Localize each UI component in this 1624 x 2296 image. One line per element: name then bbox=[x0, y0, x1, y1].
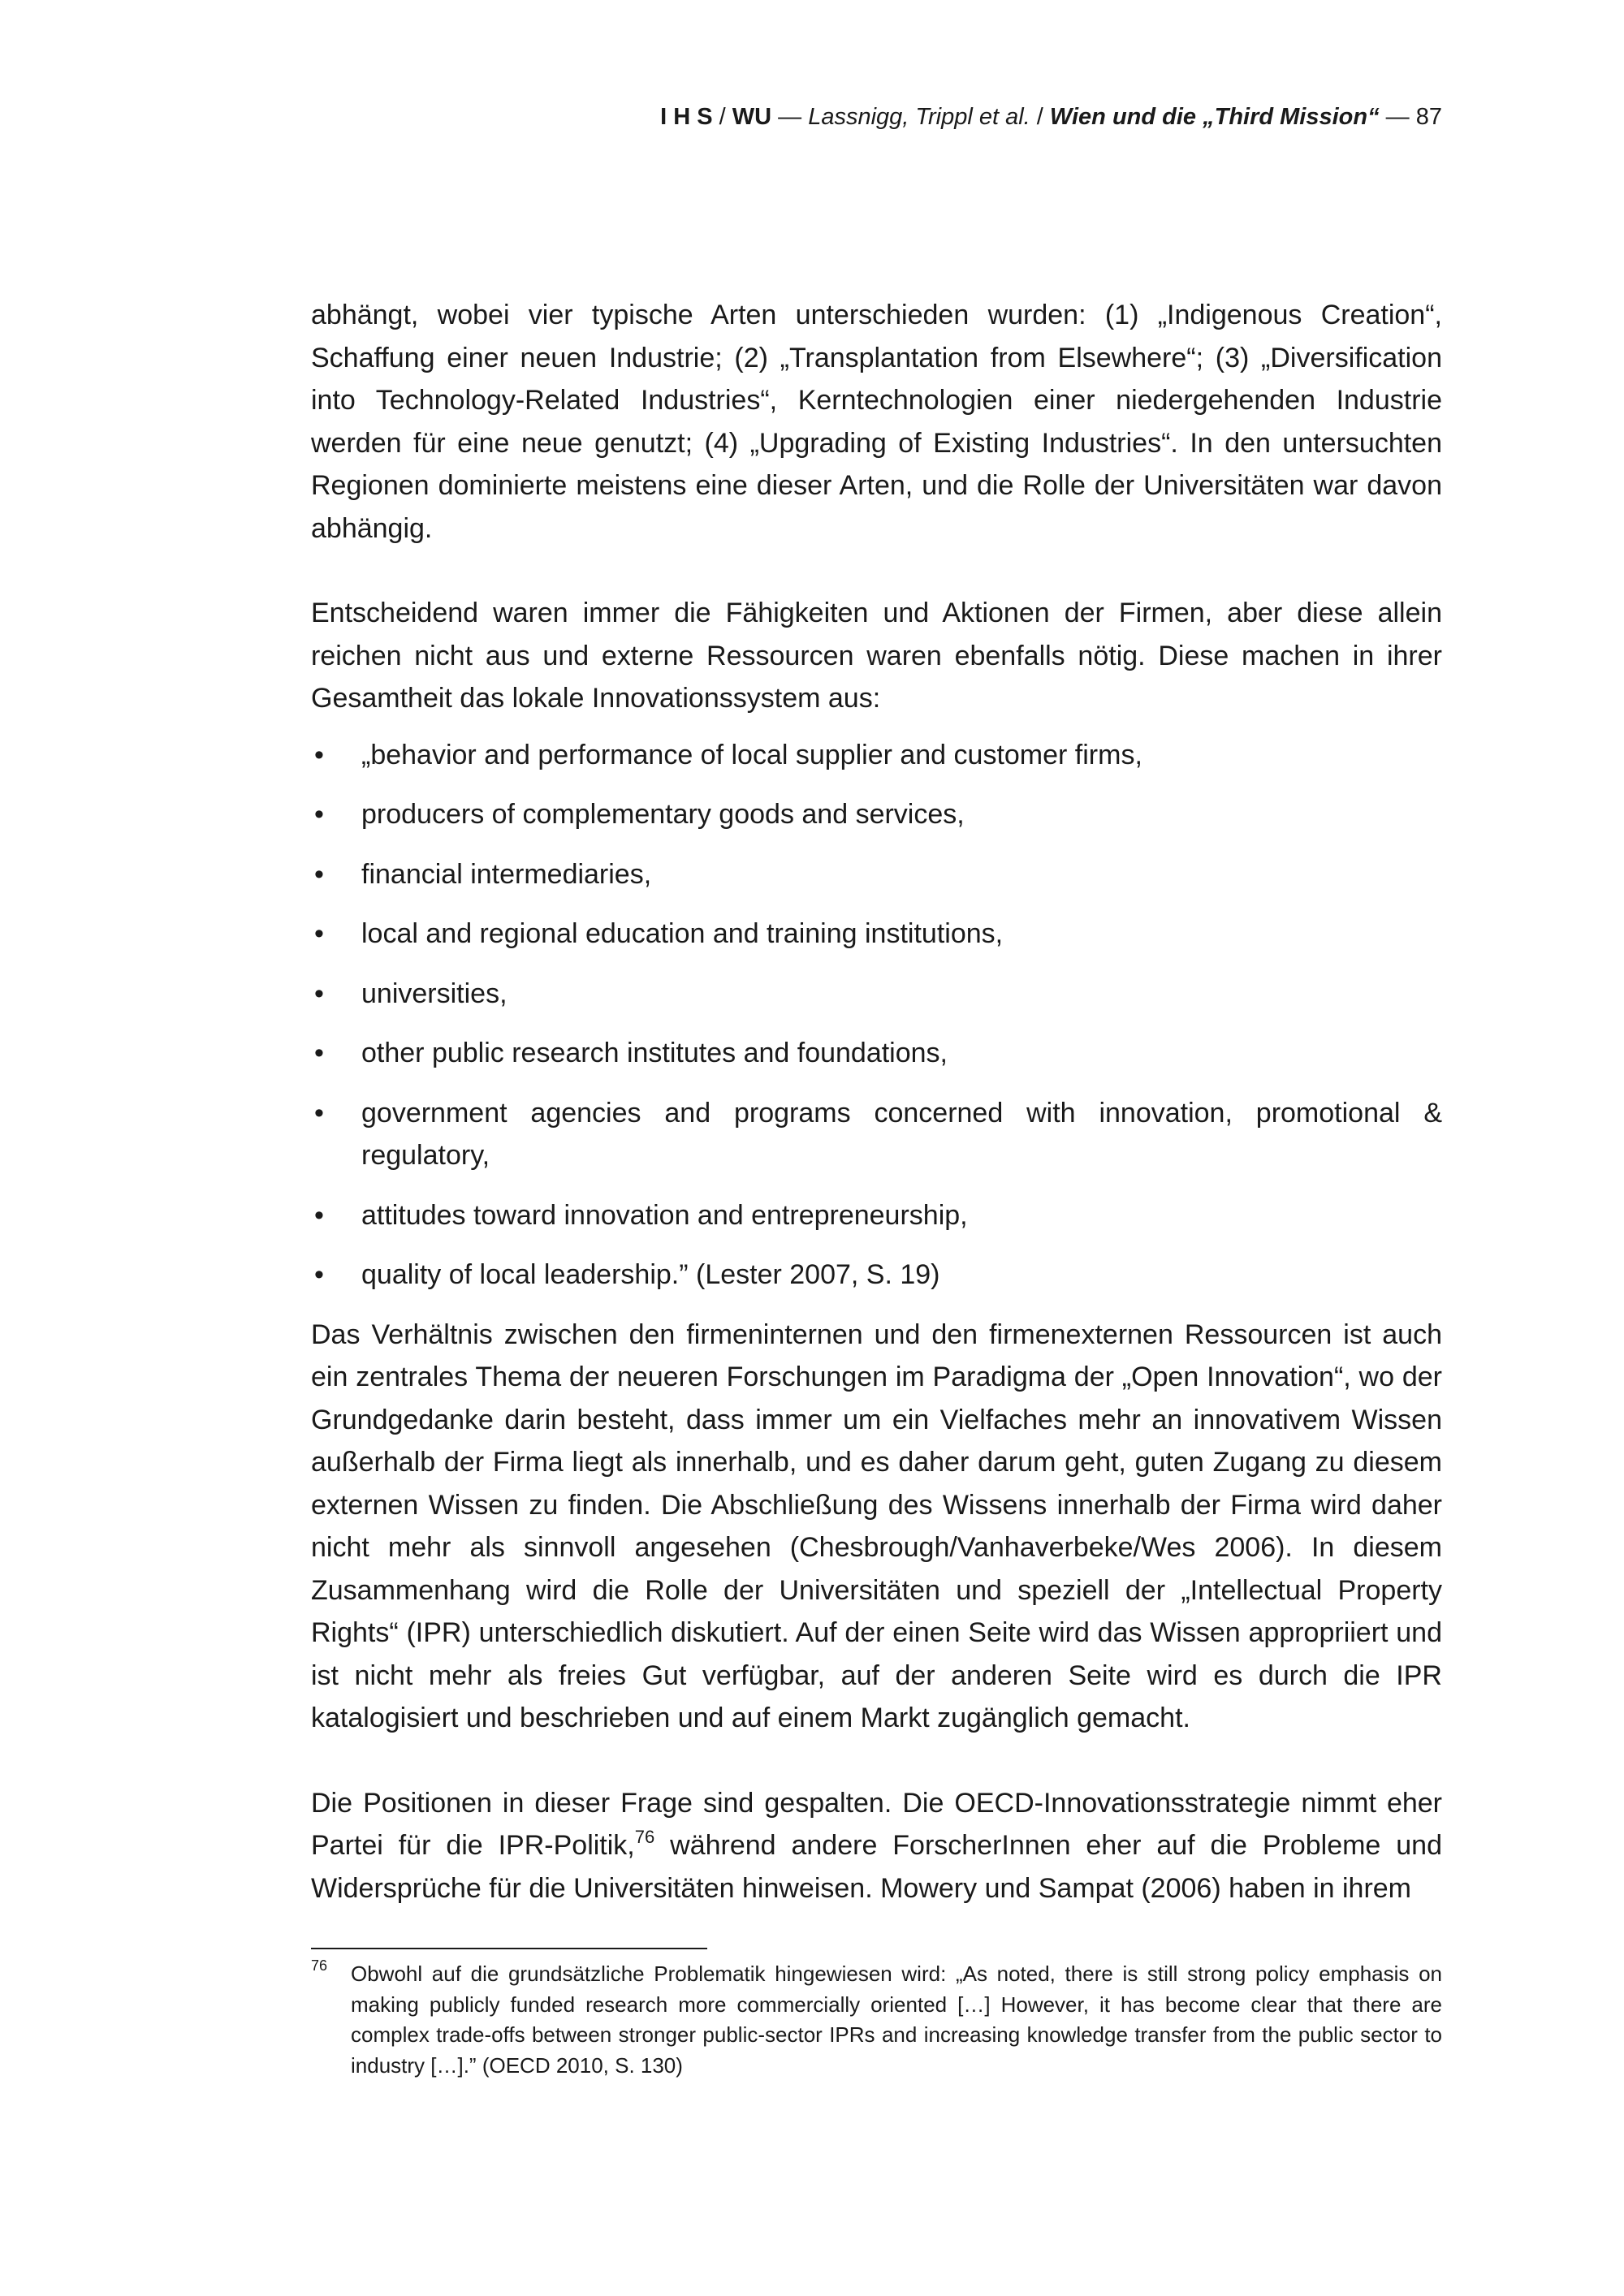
footnote-reference[interactable]: 76 bbox=[634, 1827, 655, 1847]
list-item-text: local and regional education and training institutions, bbox=[361, 918, 1004, 949]
footnote-number: 76 bbox=[311, 1957, 328, 1974]
header-partner: WU bbox=[732, 104, 772, 130]
header-title: Wien und die „Third Mission“ bbox=[1049, 104, 1380, 130]
list-item bbox=[311, 973, 1442, 1016]
paragraph-2: Entscheidend waren immer die Fähigkeiten und Aktionen der Firmen, aber diese allein reichen nicht aus und externe Ressourcen waren ebenfalls nötig. Diese machen in ihrer Gesamtheit das lokale Innovationssystem aus: bbox=[311, 598, 1442, 714]
bullet-icon: • bbox=[314, 918, 324, 949]
main-text bbox=[311, 294, 1442, 1910]
bullet-icon: • bbox=[314, 1097, 324, 1129]
list-item bbox=[311, 1032, 1442, 1075]
header-separator-2: / bbox=[1030, 104, 1050, 130]
list-item bbox=[311, 734, 1442, 777]
list-item bbox=[311, 1092, 1442, 1177]
header-institution: I H S bbox=[660, 104, 713, 130]
bullet-icon: • bbox=[314, 858, 324, 890]
running-header bbox=[309, 102, 1442, 132]
bullet-icon: • bbox=[314, 799, 324, 830]
paragraph-3: Das Verhältnis zwischen den firmeninternen und den firmenexternen Ressourcen ist auch ein zentrales Thema der neueren Forschungen im Paradigma der „Open Innovation“, wo der Grundgedanke darin besteht, dass immer um ein Vielfaches mehr an innovativem Wissen außerhalb der Firma liegt als innerhalb, und es daher darum geht, guten Zugang zu diesem externen Wissen zu finden. Die Abschließung des Wissens innerhalb der Firma wird daher nicht mehr als sinnvoll angesehen (Chesbrough/Vanhaverbeke/Wes 2006). In diesem Zusammenhang wird die Rolle der Universitäten und speziell der „Intellectual Property Rights“ (IPR) unterschiedlich diskutiert. Auf der einen Seite wird das Wissen appropriiert und ist nicht mehr als freies Gut verfügbar, auf der anderen Seite wird es durch die IPR katalogisiert und beschrieben und auf einem Markt zugänglich gemacht. bbox=[311, 1318, 1442, 1733]
footnote-divider bbox=[311, 1948, 707, 1949]
list-item bbox=[311, 853, 1442, 896]
page-number: 87 bbox=[1415, 104, 1442, 130]
paragraph-4 bbox=[311, 1782, 1442, 1910]
paragraph-4-end: während andere ForscherInnen eher auf die Probleme und Widersprüche für die Universitäten hinweisen. Mowery und Sampat (2006) haben in ihrem bbox=[311, 1830, 1442, 1904]
list-item bbox=[311, 913, 1442, 956]
list-item-text: government agencies and programs concerned with innovation, promotional & regulatory, bbox=[361, 1097, 1442, 1171]
list-item-text: financial intermediaries, bbox=[361, 858, 652, 890]
header-dash-2: — bbox=[1379, 104, 1416, 130]
list-item-text: attitudes toward innovation and entrepreneurship, bbox=[361, 1199, 968, 1231]
innovation-system-list bbox=[311, 734, 1442, 1297]
bullet-icon: • bbox=[314, 739, 324, 770]
header-separator: / bbox=[712, 104, 732, 130]
list-item bbox=[311, 793, 1442, 836]
paragraph-4-start: Die Positionen in dieser Frage sind gespalten. Die OECD-Innovationsstrategie nimmt eher Partei für die IPR-Politik, bbox=[311, 1787, 1442, 1861]
paragraph-1: abhängt, wobei vier typische Arten unterschieden wurden: (1) „Indigenous Creation“, Schaffung einer neuen Industrie; (2) „Transplantation from Elsewhere“; (3) „Diversification into Technology-Related Industries“, Kerntechnologien einer niedergehenden Industrie werden für eine neue genutzt; (4) „Upgrading of Existing Industries“. In den untersuchten Regionen dominierte meistens eine dieser Arten, und die Rolle der Universitäten war davon abhängig. bbox=[311, 300, 1442, 544]
bullet-icon: • bbox=[314, 1038, 324, 1068]
list-item-text: „behavior and performance of local supplier and customer firms, bbox=[361, 739, 1142, 770]
footnote-text: Obwohl auf die grundsätzliche Problematik hingewiesen wird: „As noted, there is still strong policy emphasis on making publicly funded research more commercially oriented […] However, it has become clear that there are complex trade-offs between stronger public-sector IPRs and increasing knowledge transfer from the public sector to industry […].” (OECD 2010, S. 130) bbox=[351, 1962, 1442, 2078]
list-item-text: quality of local leadership.” (Lester 2007, S. 19) bbox=[361, 1259, 940, 1290]
list-item-text: other public research institutes and foundations, bbox=[361, 1038, 948, 1068]
list-item-text: universities, bbox=[361, 978, 508, 1009]
header-authors: Lassnigg, Trippl et al. bbox=[808, 104, 1030, 130]
list-item-text: producers of complementary goods and services, bbox=[361, 799, 965, 830]
list-item bbox=[311, 1194, 1442, 1237]
bullet-icon: • bbox=[314, 1259, 324, 1290]
bullet-icon: • bbox=[314, 978, 324, 1009]
bullet-icon: • bbox=[314, 1199, 324, 1231]
footnote bbox=[311, 1959, 1442, 2081]
list-item bbox=[311, 1254, 1442, 1297]
header-dash: — bbox=[771, 104, 809, 130]
